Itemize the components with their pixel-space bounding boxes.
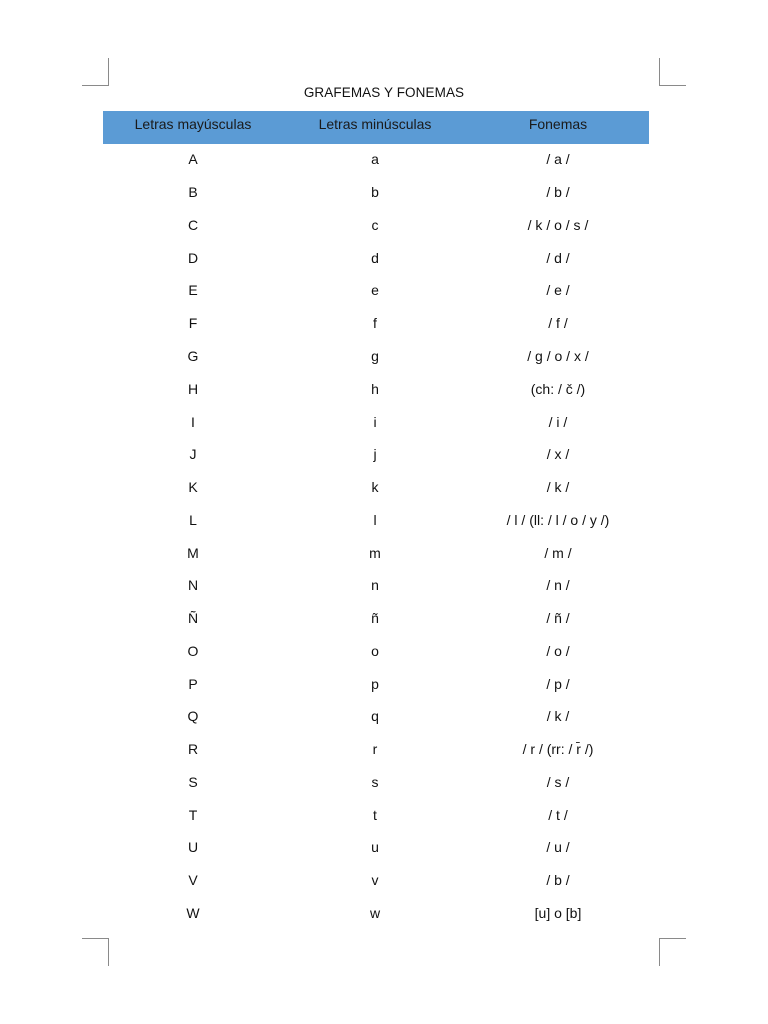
table-body <box>103 143 649 929</box>
cell-lowercase: g <box>371 347 379 364</box>
cell-uppercase: Ñ <box>187 610 199 627</box>
cell-lowercase: e <box>371 282 379 299</box>
crop-mark-bottom-left-h <box>82 938 108 939</box>
table-row <box>103 438 649 471</box>
cell-phoneme: / k / <box>546 708 570 725</box>
table-row <box>103 733 649 766</box>
table-header-row <box>103 111 649 144</box>
cell-lowercase: f <box>373 315 377 332</box>
table-row <box>103 536 649 569</box>
cell-uppercase: D <box>187 249 199 266</box>
cell-lowercase: i <box>373 413 377 430</box>
table-row <box>103 241 649 274</box>
table-row <box>103 798 649 831</box>
table-row <box>103 372 649 405</box>
table-row <box>103 307 649 340</box>
cell-phoneme: / p / <box>546 675 570 692</box>
cell-phoneme: / b / <box>546 184 570 201</box>
cell-uppercase: L <box>189 511 197 528</box>
cell-uppercase: K <box>188 479 198 496</box>
table-row <box>103 503 649 536</box>
cell-lowercase: t <box>373 806 377 823</box>
cell-uppercase: E <box>188 282 198 299</box>
cell-lowercase: a <box>371 151 379 168</box>
cell-lowercase: d <box>371 249 379 266</box>
cell-phoneme: / e / <box>546 282 570 299</box>
table-row <box>103 209 649 242</box>
header-lowercase: Letras minúsculas <box>318 115 432 132</box>
cell-lowercase: v <box>371 872 379 889</box>
cell-phoneme: / r / (rr: / r̄ /) <box>522 741 594 758</box>
cell-phoneme: / f / <box>548 315 568 332</box>
cell-phoneme: / u / <box>546 839 570 856</box>
table-row <box>103 569 649 602</box>
table-row <box>103 405 649 438</box>
table-row <box>103 897 649 930</box>
cell-uppercase: V <box>188 872 198 889</box>
cell-lowercase: k <box>371 479 379 496</box>
cell-uppercase: O <box>187 642 199 659</box>
crop-mark-top-right-v <box>659 58 660 86</box>
cell-phoneme: / d / <box>546 249 570 266</box>
crop-mark-bottom-left-v <box>108 938 109 966</box>
cell-uppercase: B <box>188 184 198 201</box>
cell-lowercase: w <box>369 904 381 921</box>
cell-phoneme: [u] o [b] <box>534 904 582 921</box>
cell-uppercase: P <box>188 675 198 692</box>
document-title: GRAFEMAS Y FONEMAS <box>303 85 465 100</box>
cell-uppercase: G <box>187 347 199 364</box>
cell-uppercase: I <box>191 413 195 430</box>
table-row <box>103 340 649 373</box>
cell-uppercase: A <box>188 151 198 168</box>
table-row <box>103 143 649 176</box>
table-row <box>103 634 649 667</box>
cell-phoneme: / n / <box>546 577 570 594</box>
cell-uppercase: R <box>187 741 199 758</box>
cell-lowercase: s <box>371 773 379 790</box>
cell-uppercase: T <box>188 806 198 823</box>
crop-mark-bottom-right-v <box>659 938 660 966</box>
crop-mark-bottom-right-h <box>660 938 686 939</box>
cell-phoneme: / a / <box>546 151 570 168</box>
cell-phoneme: / b / <box>546 872 570 889</box>
table-row <box>103 864 649 897</box>
header-uppercase: Letras mayúsculas <box>134 115 252 132</box>
cell-uppercase: U <box>187 839 199 856</box>
table-row <box>103 766 649 799</box>
cell-phoneme: / s / <box>546 773 570 790</box>
cell-lowercase: n <box>371 577 379 594</box>
cell-uppercase: F <box>188 315 198 332</box>
table-row <box>103 471 649 504</box>
cell-phoneme: / k / o / s / <box>527 216 589 233</box>
cell-uppercase: N <box>187 577 199 594</box>
table-row <box>103 274 649 307</box>
header-phonemes: Fonemas <box>528 115 588 132</box>
cell-phoneme: / o / <box>546 642 570 659</box>
cell-uppercase: S <box>188 773 198 790</box>
table-row <box>103 602 649 635</box>
cell-phoneme: / i / <box>548 413 568 430</box>
cell-phoneme: / t / <box>548 806 568 823</box>
cell-lowercase: l <box>373 511 377 528</box>
cell-lowercase: c <box>371 216 379 233</box>
cell-phoneme: / k / <box>546 479 570 496</box>
graphemes-table <box>103 111 649 929</box>
cell-uppercase: C <box>187 216 199 233</box>
cell-lowercase: j <box>373 446 377 463</box>
cell-lowercase: q <box>371 708 379 725</box>
cell-lowercase: m <box>369 544 381 561</box>
cell-phoneme: / ñ / <box>546 610 570 627</box>
cell-phoneme: / l / (ll: / l / o / y /) <box>506 511 610 528</box>
cell-uppercase: W <box>186 904 200 921</box>
cell-uppercase: J <box>189 446 197 463</box>
cell-phoneme: / g / o / x / <box>527 347 589 364</box>
table-row <box>103 667 649 700</box>
crop-mark-top-left-v <box>108 58 109 86</box>
cell-lowercase: b <box>371 184 379 201</box>
cell-lowercase: o <box>371 642 379 659</box>
cell-uppercase: Q <box>187 708 199 725</box>
table-row <box>103 831 649 864</box>
cell-lowercase: r <box>372 741 378 758</box>
cell-uppercase: M <box>187 544 199 561</box>
table-row <box>103 700 649 733</box>
cell-lowercase: u <box>371 839 379 856</box>
cell-uppercase: H <box>187 380 199 397</box>
table-row <box>103 176 649 209</box>
cell-phoneme: (ch: / č /) <box>530 380 586 397</box>
cell-phoneme: / m / <box>544 544 572 561</box>
cell-phoneme: / x / <box>546 446 570 463</box>
cell-lowercase: h <box>371 380 379 397</box>
cell-lowercase: ñ <box>371 610 379 627</box>
cell-lowercase: p <box>371 675 379 692</box>
